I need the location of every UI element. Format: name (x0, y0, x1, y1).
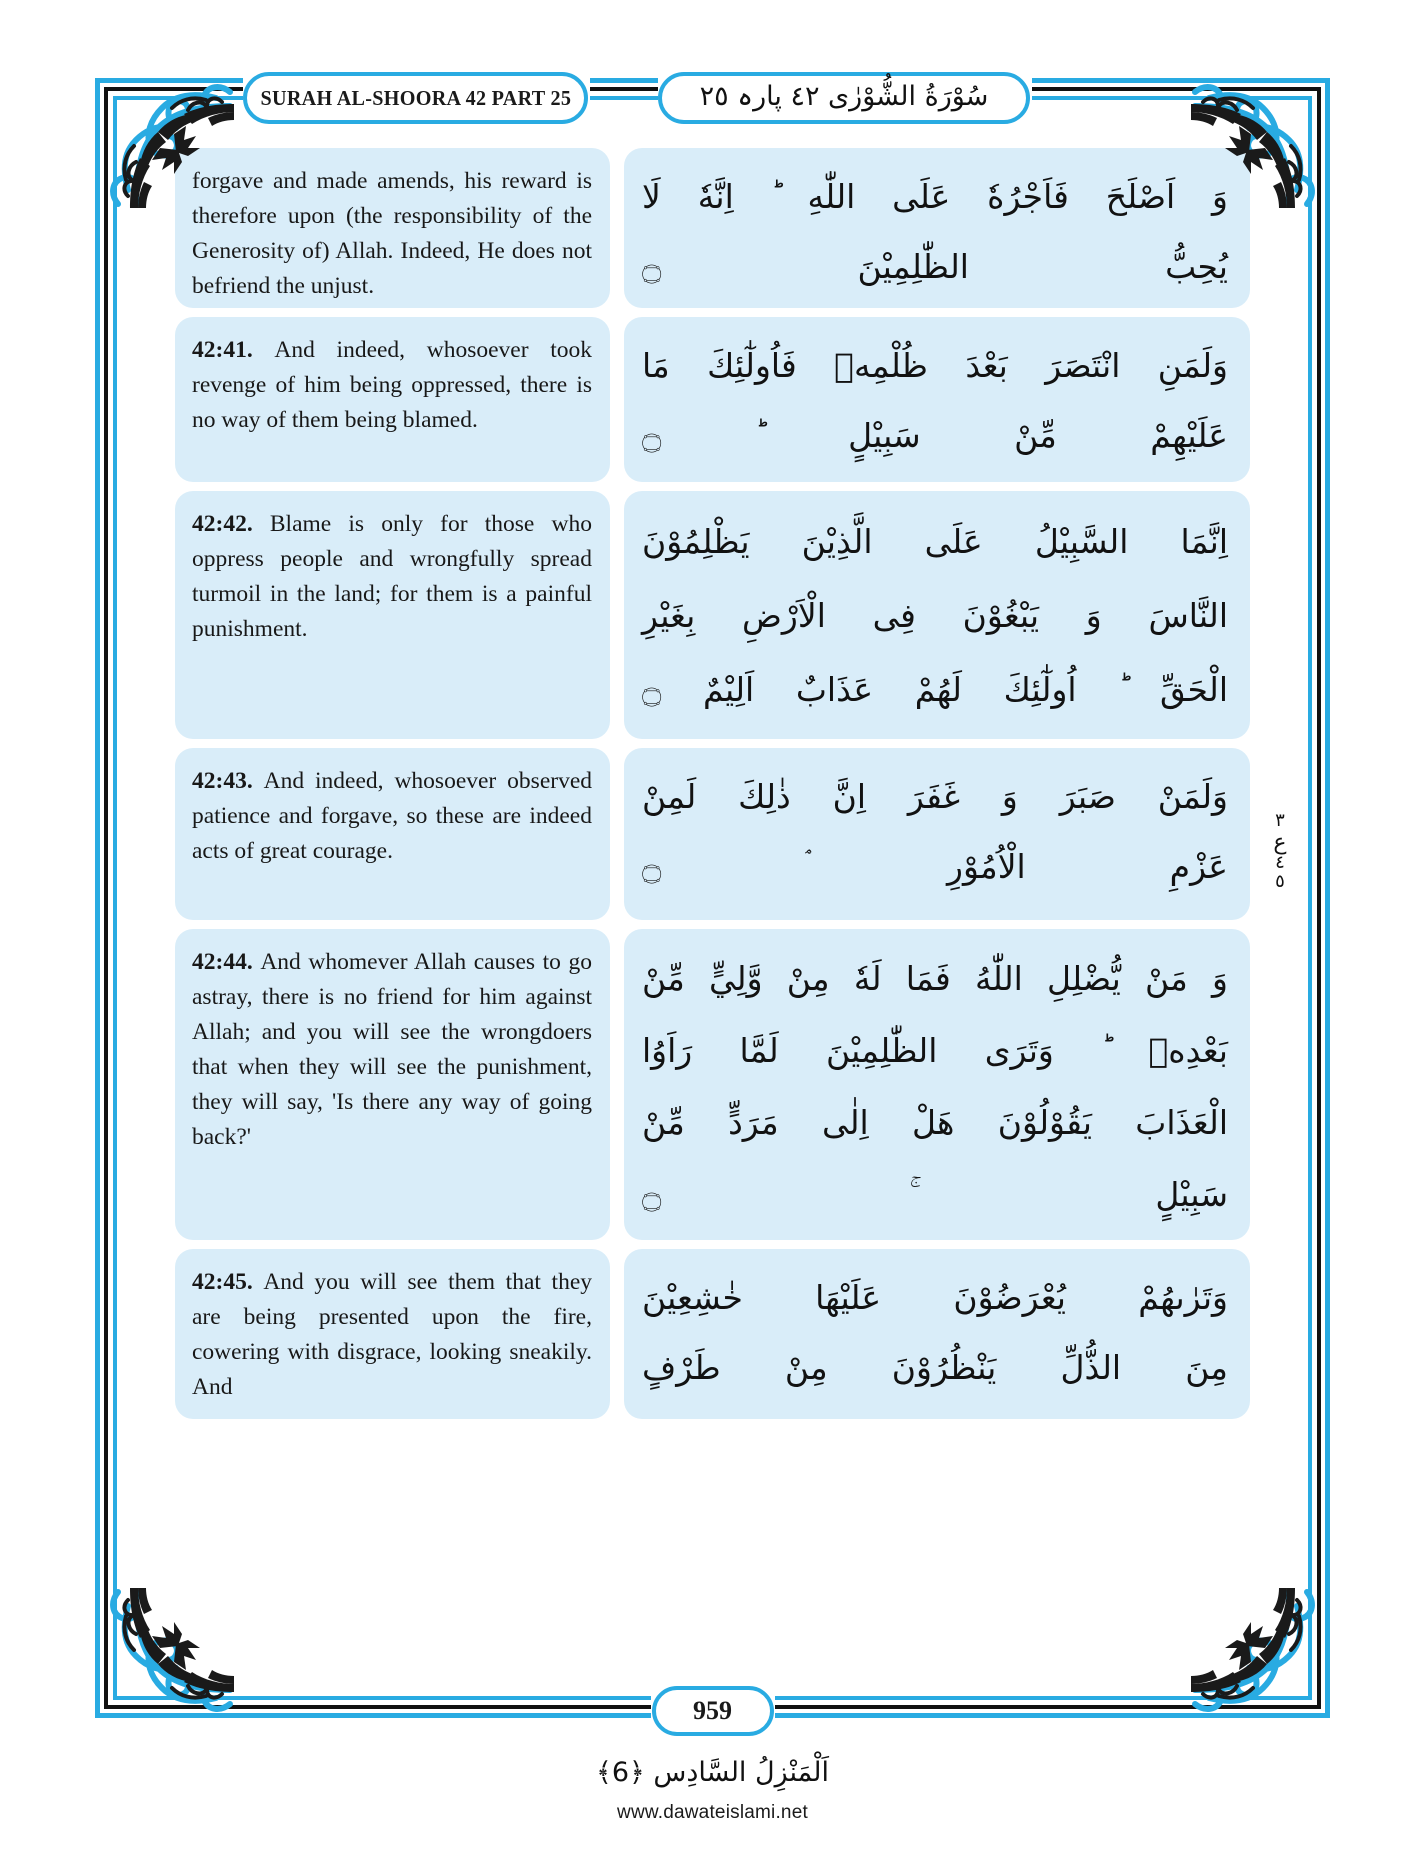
verse-list (175, 148, 1250, 1672)
arabic-box (624, 148, 1250, 308)
arabic-line: يُحِبُّ الظّٰلِمِيْنَ ۝ (642, 247, 1228, 286)
arabic-line: وَ مَنْ يُّضْلِلِ اللّٰهُ فَمَا لَهٗ مِنْ وَّلِيٍّ مِّنْ (642, 959, 1228, 998)
ruku-line-3: ٥ (1275, 870, 1285, 892)
ruku-line-2: ٤ (1275, 851, 1285, 873)
translation-box (175, 748, 610, 920)
arabic-line: النَّاسَ وَ يَبْغُوْنَ فِى الْاَرْضِ بِغَيْرِ (642, 596, 1228, 635)
arabic-line: عَزْمِ الْاُمُوْرِ ۘ ۝ (642, 847, 1228, 886)
arabic-line: وَلَمَنِ انْتَصَرَ بَعْدَ ظُلْمِهٖ فَاُولٰٓئِكَ مَا (642, 346, 1228, 385)
verse-row (175, 929, 1250, 1240)
translation-box (175, 148, 610, 308)
ruku-line-1: ٣ (1275, 810, 1285, 831)
translation-box (175, 929, 610, 1240)
ruku-ain-glyph: ع (1273, 829, 1287, 855)
page-header (0, 72, 1425, 128)
translation-text: And you will see them that they are being presented upon the fire, cowering with disgrace, looking sneakily. And (192, 1269, 592, 1400)
website-url: www.dawateislami.net (617, 1802, 808, 1823)
verse-number: 42:44. (192, 949, 261, 975)
translation-box (175, 317, 610, 482)
surah-title-capsule (243, 72, 588, 124)
arabic-line: عَلَيْهِمْ مِّنْ سَبِيْلٍ ؕ ۝ (642, 416, 1228, 455)
arabic-line: الْحَقِّ ؕ اُولٰٓئِكَ لَهُمْ عَذَابٌ اَلِيْمٌ ۝ (642, 670, 1228, 709)
surah-title-arabic-text: سُوْرَةُ الشُّوْرٰی ٤٢ پارہ ٢٥ (699, 80, 989, 112)
translation-text: forgave and made amends, his reward is therefore upon (the responsibility of the Generosity of) Allah. Indeed, He does not befriend the unjust. (192, 168, 592, 299)
arabic-line: الْعَذَابَ يَقُوْلُوْنَ هَلْ اِلٰى مَرَدٍّ مِّنْ (642, 1103, 1228, 1142)
ruku-marker (1263, 812, 1297, 892)
arabic-line: سَبِيْلٍ ۚ ۝ (642, 1175, 1228, 1214)
arabic-line: بَعْدِهٖ ؕ وَتَرَى الظّٰلِمِيْنَ لَمَّا رَاَوُا (642, 1031, 1228, 1070)
translation-text: And indeed, whosoever observed patience and forgave, so these are indeed acts of great courage. (192, 768, 592, 864)
translation-box (175, 491, 610, 739)
verse-row (175, 148, 1250, 308)
manzil-label: اَلْمَنْزِلُ السَّادِس ﴿6﴾ (595, 1757, 830, 1788)
arabic-line: اِنَّمَا السَّبِيْلُ عَلَى الَّذِيْنَ يَظْلِمُوْنَ (642, 522, 1228, 561)
arabic-box (624, 491, 1250, 739)
arabic-line: وَلَمَنْ صَبَرَ وَ غَفَرَ اِنَّ ذٰلِكَ لَمِنْ (642, 777, 1228, 816)
verse-number: 42:42. (192, 511, 270, 537)
arabic-box (624, 317, 1250, 482)
verse-number: 42:41. (192, 337, 275, 363)
page-number-text: 959 (693, 1696, 732, 1725)
arabic-line: مِنَ الذُّلِّ يَنْظُرُوْنَ مِنْ طَرْفٍ (642, 1348, 1228, 1387)
verse-row (175, 317, 1250, 482)
verse-row (175, 491, 1250, 739)
verse-row (175, 1249, 1250, 1419)
verse-number: 42:45. (192, 1269, 264, 1295)
surah-title-arabic-capsule (658, 72, 1030, 124)
arabic-line: وَتَرٰىهُمْ يُعْرَضُوْنَ عَلَيْهَا خٰشِعِيْنَ (642, 1278, 1228, 1317)
page-number-capsule (652, 1686, 774, 1736)
translation-text: Blame is only for those who oppress people and wrongfully spread turmoil in the land; for them is a painful punishment. (192, 511, 592, 642)
surah-title-text: SURAH AL-SHOORA 42 PART 25 (260, 85, 571, 110)
verse-number: 42:43. (192, 768, 264, 794)
arabic-box (624, 748, 1250, 920)
translation-text: And whomever Allah causes to go astray, there is no friend for him against Allah; and you will see the wrongdoers that when they will see the punishment, they will say, 'Is there any way of going back?' (192, 949, 593, 1150)
arabic-line: وَ اَصْلَحَ فَاَجْرُهٗ عَلَى اللّٰهِ ؕ اِنَّهٗ لَا (642, 177, 1228, 216)
arabic-box (624, 1249, 1250, 1419)
page-footer (0, 1686, 1425, 1742)
translation-box (175, 1249, 610, 1419)
arabic-box (624, 929, 1250, 1240)
verse-row (175, 748, 1250, 920)
translation-text: And indeed, whosoever took revenge of him being oppressed, there is no way of them being blamed. (192, 337, 592, 433)
